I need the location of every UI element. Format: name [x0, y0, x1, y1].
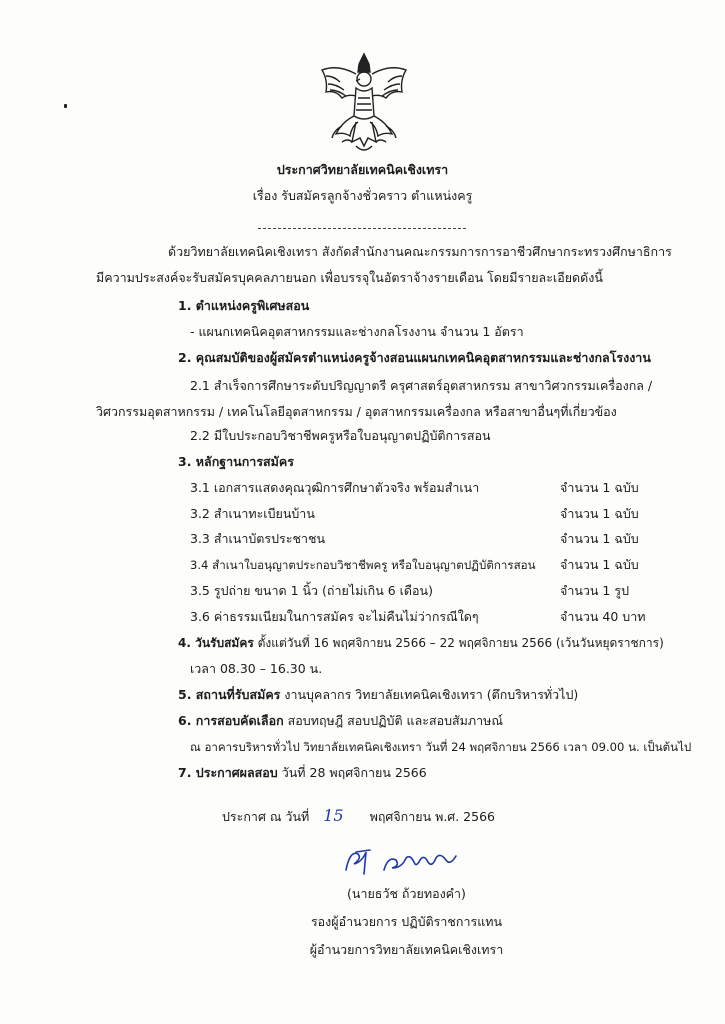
signer-role-1: รองผู้อำนวยการ ปฏิบัติราชการแทน: [310, 914, 503, 929]
section-6-heading: 6. การสอบคัดเลือก: [178, 713, 284, 728]
garuda-emblem-icon: [312, 46, 416, 158]
signer-name: (นายธวัช ถ้วยทองคำ): [347, 886, 466, 901]
doc-item-qty: จำนวน 40 บาท: [560, 609, 646, 624]
doc-item-qty: จำนวน 1 รูป: [560, 583, 630, 598]
doc-item-label: 3.6 ค่าธรรมเนียมในการสมัคร จะไม่คืนไม่ว่ากรณีใดๆ: [190, 609, 479, 624]
section-2-heading: 2. คุณสมบัติของผู้สมัครตำแหน่งครูจ้างสอนแผนกเทคนิคอุตสาหกรรมและช่างกลโรงงาน: [178, 350, 651, 365]
section-5-text: งานบุคลากร วิทยาลัยเทคนิคเชิงเทรา (ตึกบริหารทั่วไป): [280, 687, 579, 702]
announce-date-prefix: ประกาศ ณ วันที่: [222, 809, 310, 824]
section-3-heading: 3. หลักฐานการสมัคร: [178, 454, 294, 469]
doc-item-label: 3.2 สำเนาทะเบียนบ้าน: [190, 506, 315, 521]
section-6-venue: ณ อาคารบริหารทั่วไป วิทยาลัยเทคนิคเชิงเทรา วันที่ 24 พฤศจิกายน 2566 เวลา 09.00 น. เป็นต้นไป: [190, 740, 692, 754]
announce-day: 15: [323, 806, 344, 825]
intro-line-1: ด้วยวิทยาลัยเทคนิคเชิงเทรา สังกัดสำนักงานคณะกรรมการการอาชีวศึกษากระทรวงศึกษาธิการ: [168, 244, 672, 259]
section-2-item-1-cont: วิศวกรรมอุตสาหกรรม / เทคโนโลยีอุตสาหกรรม / อุตสาหกรรมเครื่องกล หรือสาขาอื่นๆที่เกี่ยวข้อง: [96, 404, 617, 419]
announcement-subject: เรื่อง รับสมัครลูกจ้างชั่วคราว ตำแหน่งครู: [252, 188, 473, 203]
signature-icon: [340, 840, 470, 880]
intro-line-2: มีความประสงค์จะรับสมัครบุคคลภายนอก เพื่อบรรจุในอัตราจ้างรายเดือน โดยมีรายละเอียดดังนี้: [96, 270, 603, 285]
doc-item-qty: จำนวน 1 ฉบับ: [560, 480, 639, 495]
doc-item-label: 3.4 สำเนาใบอนุญาตประกอบวิชาชีพครู หรือใบอนุญาตปฏิบัติการสอน: [190, 558, 536, 572]
doc-item-qty: จำนวน 1 ฉบับ: [560, 531, 639, 546]
doc-item-qty: จำนวน 1 ฉบับ: [560, 557, 639, 572]
section-7-text: วันที่ 28 พฤศจิกายน 2566: [277, 765, 427, 780]
section-6: [178, 713, 503, 729]
scan-speck: [64, 104, 67, 108]
section-4: [178, 635, 664, 651]
section-2-item-1: 2.1 สำเร็จการศึกษาระดับปริญญาตรี ครุศาสตร์อุตสาหกรรม สาขาวิศวกรรมเครื่องกล /: [190, 378, 653, 393]
signer-role-2: ผู้อำนวยการวิทยาลัยเทคนิคเชิงเทรา: [309, 942, 504, 957]
announce-date: [222, 808, 495, 825]
doc-item-label: 3.5 รูปถ่าย ขนาด 1 นิ้ว (ถ่ายไม่เกิน 6 เดือน): [190, 583, 433, 598]
section-7: [178, 765, 427, 781]
section-1-heading: 1. ตำแหน่งครูพิเศษสอน: [178, 298, 310, 313]
announcement-title: ประกาศวิทยาลัยเทคนิคเชิงเทรา: [276, 162, 449, 177]
section-2-item-2: 2.2 มีใบประกอบวิชาชีพครูหรือใบอนุญาตปฏิบัติการสอน: [190, 428, 491, 443]
section-4-heading: 4. วันรับสมัคร: [178, 636, 254, 650]
section-6-text: สอบทฤษฎี สอบปฏิบัติ และสอบสัมภาษณ์: [283, 713, 504, 728]
separator-line: [258, 228, 466, 229]
section-7-heading: 7. ประกาศผลสอบ: [178, 765, 278, 780]
section-5-heading: 5. สถานที่รับสมัคร: [178, 687, 281, 702]
section-4-text: ตั้งแต่วันที่ 16 พฤศจิกายน 2566 – 22 พฤศจิกายน 2566 (เว้นวันหยุดราชการ): [253, 636, 664, 650]
doc-item-label: 3.1 เอกสารแสดงคุณวุฒิการศึกษาตัวจริง พร้อมสำเนา: [190, 480, 480, 495]
section-5: [178, 687, 578, 703]
doc-item-qty: จำนวน 1 ฉบับ: [560, 506, 639, 521]
section-4-time: เวลา 08.30 – 16.30 น.: [190, 661, 323, 676]
doc-item-label: 3.3 สำเนาบัตรประชาชน: [190, 531, 325, 546]
announce-date-suffix: พฤศจิกายน พ.ศ. 2566: [369, 809, 495, 824]
section-1-item: - แผนกเทคนิคอุตสาหกรรมและช่างกลโรงงาน จำนวน 1 อัตรา: [190, 324, 524, 339]
